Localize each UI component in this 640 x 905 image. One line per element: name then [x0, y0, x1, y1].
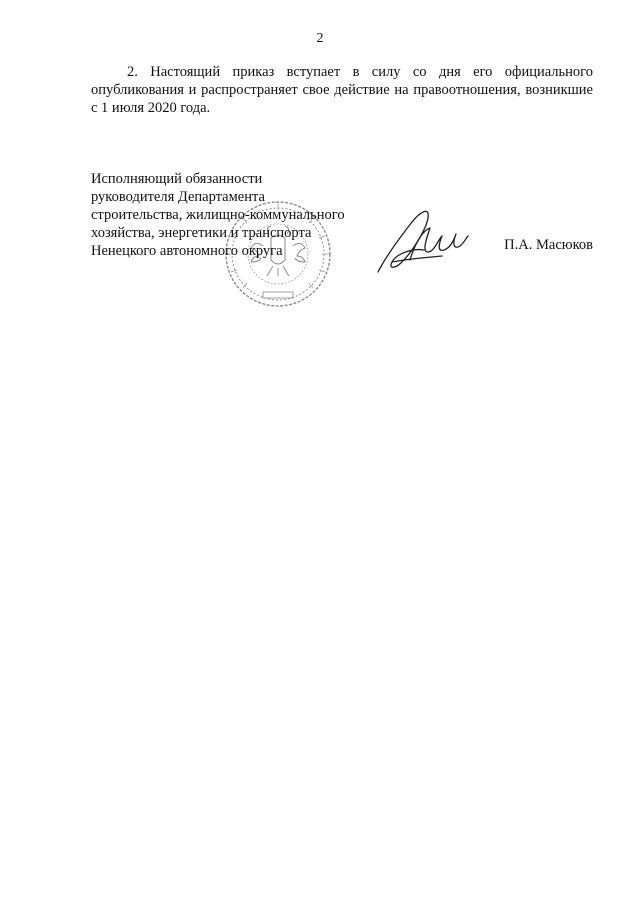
position-line-1: Исполняющий обязанности: [91, 171, 263, 187]
position-line-3: строительства, жилищно-коммунального: [91, 207, 345, 223]
position-line-4: хозяйства, энергетики и транспорта: [91, 225, 312, 241]
handwritten-signature: [372, 200, 472, 280]
position-line-5: Ненецкого автономного округа: [91, 243, 283, 259]
page-number: 2: [316, 31, 324, 46]
position-line-2: руководителя Департамента: [91, 189, 265, 205]
signatory-position: [91, 170, 391, 260]
signer-name: П.А. Масюков: [504, 237, 593, 253]
body-paragraph: 2. Настоящий приказ вступает в силу со дня его официального опубликования и распространяет свое действие на правоотношения, возникшие с 1 июля 2020 года.: [91, 64, 593, 116]
